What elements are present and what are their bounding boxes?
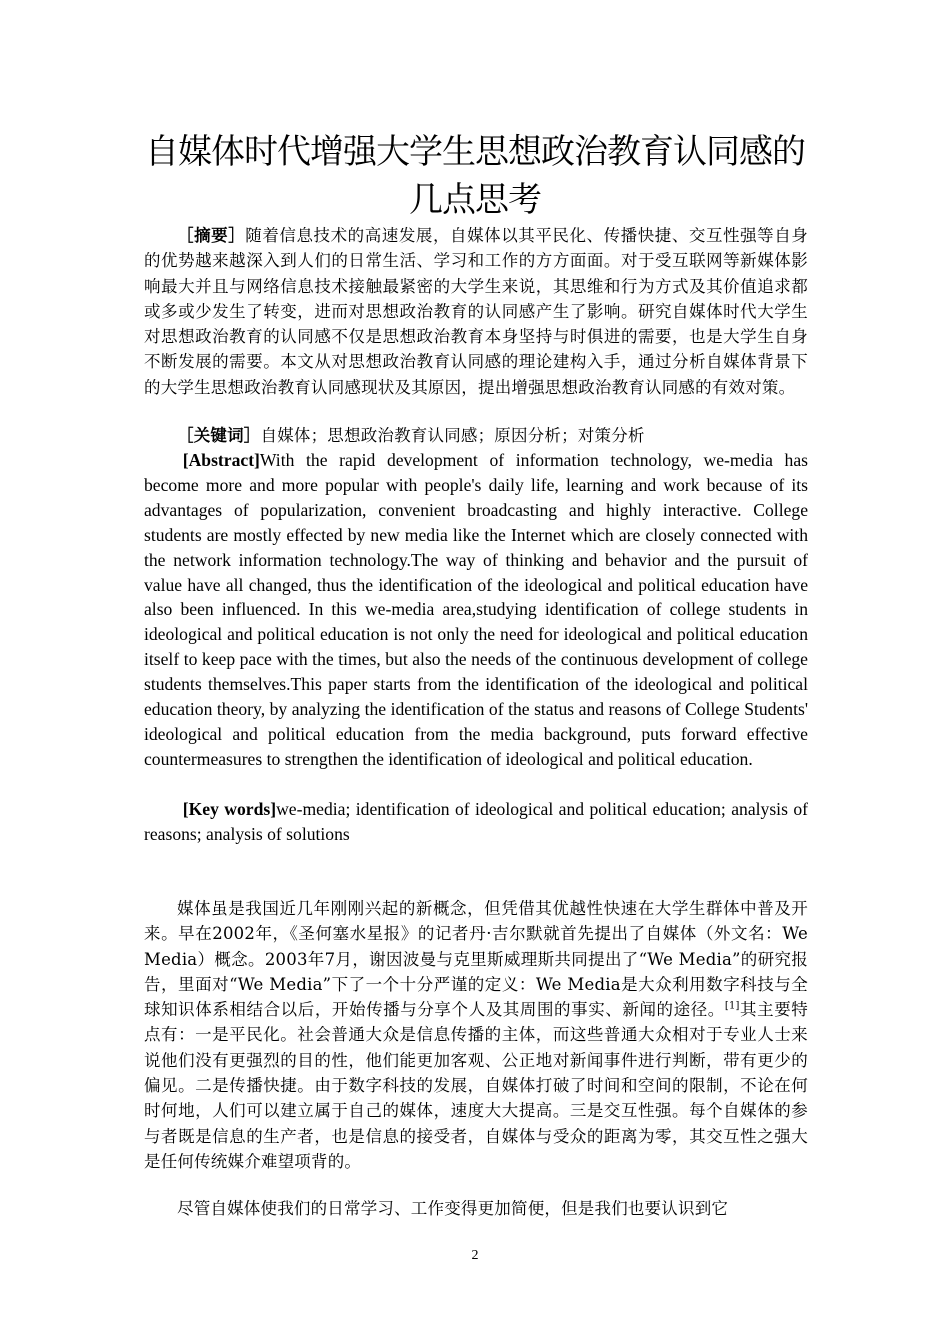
abstract-en-text: With the rapid development of information technology, we-media has become more and more popular with people's daily life, learning and work because of its advantages of popularization, convenient broadcasting and highly interactive. College students are mostly effected by new media like the Internet which are closely connected with the network information technology.The way of thinking and behavior and the pursuit of value have all changed, thus the identification of the ideological and political education have also been influenced. In this we-media area,studying identification of college students in ideological and political education is not only the need for ideological and political education itself to keep pace with the times, but also the needs of the continuous development of college students themselves.This paper starts from the identification of the ideological and political education theory, by analyzing the identification of the status and reasons of College Students' ideological and political education from the media background, puts forward effective countermeasures to strengthen the identification of ideological and political education. [144, 450, 808, 769]
body-p1-part2: 其主要特点有：一是平民化。社会普通大众是信息传播的主体，而这些普通大众相对于专业人士来说他们没有更强烈的目的性，他们能更加客观、公正地对新闻事件进行判断，带有更少的偏见。二是传播快捷。由于数字科技的发展，自媒体打破了时间和空间的限制，不论在何时何地，人们可以建立属于自己的媒体，速度大大提高。三是交互性强。每个自媒体的参与者既是信息的生产者，也是信息的接受者，自媒体与受众的距离为零，其交互性之强大是任何传统媒介难望项背的。 [144, 1000, 808, 1171]
abstract-cn-text: 随着信息技术的高速发展，自媒体以其平民化、传播快捷、交互性强等自身的优势越来越深入到人们的日常生活、学习和工作的方方面面。对于受互联网等新媒体影响最大并且与网络信息技术接触最紧密的大学生来说，其思维和行为方式及其价值追求都或多或少发生了转变，进而对思想政治教育的认同感产生了影响。研究自媒体时代大学生对思想政治教育的认同感不仅是思想政治教育本身坚持与时俱进的需要，也是大学生自身不断发展的需要。本文从对思想政治教育认同感的理论建构入手，通过分析自媒体背景下的大学生思想政治教育认同感现状及其原因，提出增强思想政治教育认同感的有效对策。 [144, 226, 808, 397]
abstract-cn-label: ［摘要］ [177, 226, 246, 245]
page-number: 2 [471, 1248, 479, 1263]
body-paragraph-1 [144, 896, 808, 1174]
keywords-en-text: we-media; identification of ideological and political education; analysis of reasons; analysis of solutions [144, 799, 808, 844]
body-p2-text: 尽管自媒体使我们的日常学习、工作变得更加简便，但是我们也要认识到它 [177, 1199, 729, 1218]
page-title: 自媒体时代增强大学生思想政治教育认同感的几点思考 [145, 132, 805, 220]
citation-marker: [1] [724, 1000, 740, 1012]
keywords-en-label: [Key words] [182, 799, 277, 819]
body-p1-part1: 媒体虽是我国近几年刚刚兴起的新概念，但凭借其优越性快速在大学生群体中普及开来。早在2002年，《圣何塞水星报》的记者丹·吉尔默就首先提出了自媒体（外文名：We Media）概念。2003年7月，谢因波曼与克里斯威理斯共同提出了“We Media”的研究报告，里面对“We Media”下了一个十分严谨的定义：We Media是大众利用数字科技与全球知识体系相结合以后，开始传播与分享个人及其周围的事实、新闻的途径。 [144, 899, 808, 1020]
body-paragraph-2 [144, 1196, 808, 1221]
abstract-cn [144, 223, 808, 400]
keywords-en [144, 797, 808, 847]
keywords-cn-text: 自媒体；思想政治教育认同感；原因分析；对策分析 [260, 426, 645, 445]
keywords-cn [144, 423, 808, 448]
keywords-cn-label: ［关键词］ [177, 426, 261, 445]
abstract-en [144, 448, 808, 772]
abstract-en-label: [Abstract] [182, 450, 260, 470]
